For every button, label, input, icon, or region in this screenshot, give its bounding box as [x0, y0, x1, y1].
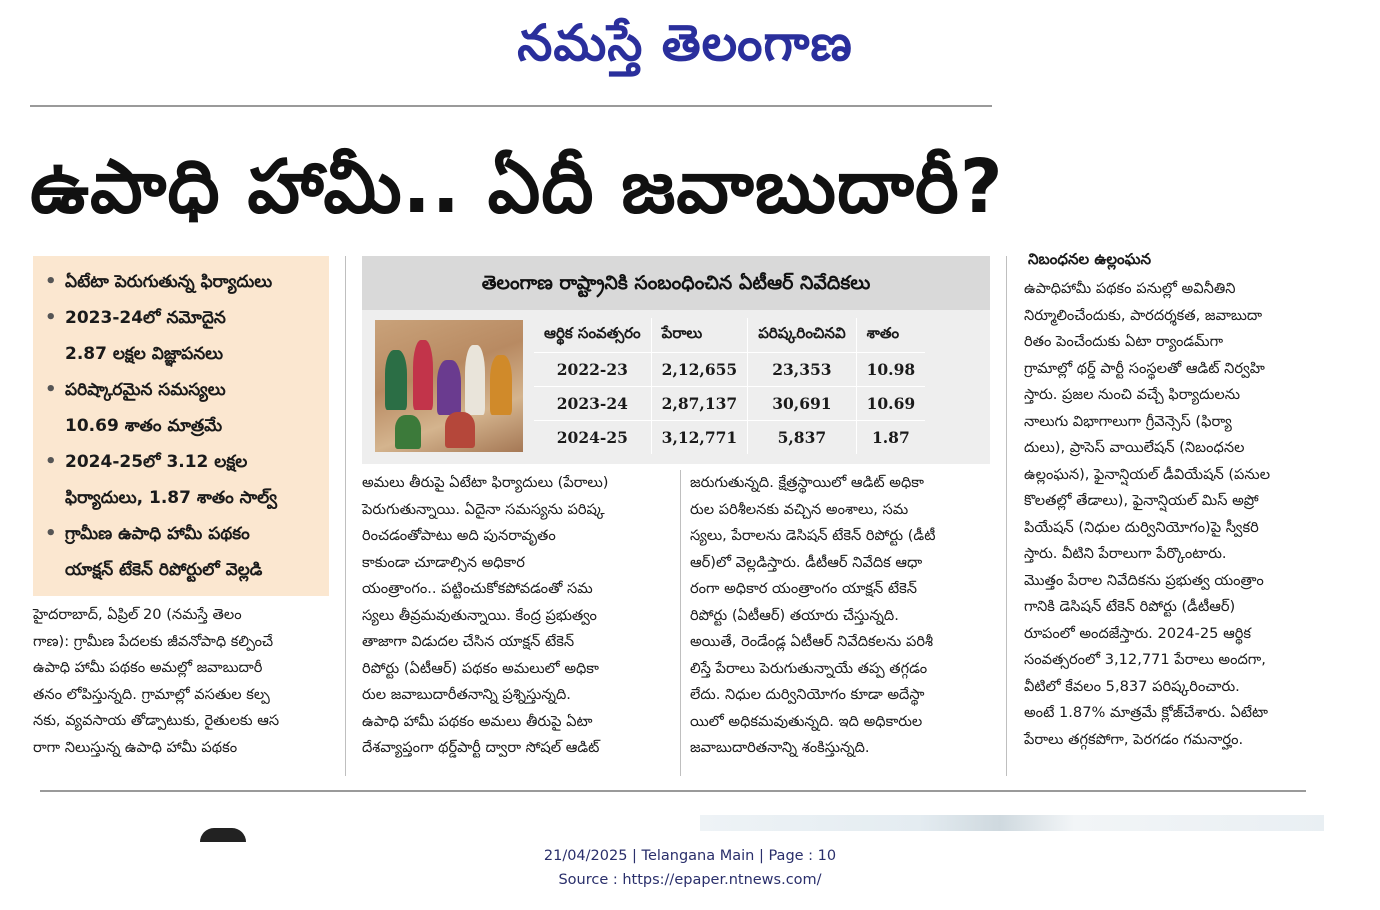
article-line: రుల జవాబుదారీతనాన్ని ప్రశ్నిస్తున్నది. [362, 686, 571, 703]
highlight-line: 2024-25లో 3.12 లక్షల [65, 452, 248, 472]
highlight-line: 10.69 శాతం మాత్రమే [65, 416, 223, 436]
highlight-line: ఫిర్యాదులు, 1.87 శాతం సాల్వ్ [65, 488, 277, 508]
column-divider [1006, 256, 1007, 776]
cell-paras: 2,87,137 [651, 386, 748, 420]
table-title: తెలంగాణ రాష్ట్రానికి సంబంధించిన ఏటీఆర్ నివేదికలు [362, 256, 990, 310]
article-column-4 [1024, 276, 1326, 753]
article-line: దులు), ప్రాసెస్ వాయిలేషన్ (నిబంధనల [1024, 439, 1245, 456]
article-line: యిలో అధికమవుతున్నది. ఇది అధికారుల [690, 712, 923, 730]
highlight-item [45, 516, 319, 588]
article-line: గానికి డెసిషన్ టేకెన్ రిపోర్టు (డీటీఆర్) [1024, 598, 1236, 615]
article-line: రించడంతోపాటు అది పునరావృతం [362, 527, 556, 544]
col-header-year: ఆర్థిక సంవత్సరం [534, 318, 651, 352]
highlight-item [45, 372, 319, 444]
article-line: అమలు తీరుపై ఏటేటా ఫిర్యాదులు (పేరాలు) [362, 474, 609, 491]
atr-table-box [362, 256, 990, 464]
cell-percent: 1.87 [856, 420, 925, 454]
cell-paras: 2,12,655 [651, 352, 748, 386]
headline: ఉపాధి హామీ.. ఏదీ జవాబుదారీ? [30, 144, 1004, 230]
article-line: గ్రామాల్లో థర్డ్ పార్టీ సంస్థలతో ఆడిట్ నిర్వహి [1024, 359, 1265, 377]
article-line: జవాబుదారితనాన్ని శంకిస్తున్నది. [690, 739, 870, 756]
article-line: రుల పరిశీలనకు వచ్చిన అంశాలు, సమ [690, 500, 909, 518]
article-line: రాగా నిలుస్తున్న ఉపాధి హామీ పథకం [33, 738, 238, 756]
article-column-1 [33, 602, 333, 761]
header-rule [30, 105, 992, 107]
article-line: మొత్తం పేరాల నివేదికను ప్రభుత్వ యంత్రాం [1024, 571, 1264, 589]
highlight-line: 2.87 లక్షల విజ్ఞాపనలు [65, 344, 224, 364]
article-line: ఉపాధిహామీ పథకం పనుల్లో అవినీతిని [1024, 280, 1236, 297]
footer-date-line: 21/04/2025 | Telangana Main | Page : 10 [543, 848, 837, 864]
table-row [534, 352, 925, 386]
article-line: రితం పెంచేందుకు ఏటా ర్యాండమ్‌గా [1024, 333, 1224, 350]
bottom-rule [40, 790, 1306, 792]
article-line: ఉపాధి హామీ పథకం అమల్లో జవాబుదారీ [33, 659, 263, 676]
highlight-line: యాక్షన్ టేకెన్ రిపోర్టులో వెల్లడి [65, 560, 263, 580]
article-line: వీటిలో కేవలం 5,837 పరిష్కరించారు. [1024, 677, 1240, 695]
bullet-icon: • [45, 451, 57, 472]
col-header-paras: పేరాలు [651, 318, 748, 352]
column-divider [345, 256, 346, 776]
article-line: కాకుండా చూడాల్సిన అధికార [362, 553, 525, 571]
bullet-icon: • [45, 271, 57, 292]
article-line: తాజాగా విడుదల చేసిన యాక్షన్ టేకెన్ [362, 633, 575, 650]
next-article-image-fragment [200, 828, 246, 842]
workers-photo [375, 320, 523, 452]
article-line: స్తారు. ప్రజల నుంచి వచ్చే ఫిర్యాదులను [1024, 386, 1241, 403]
col-header-resolved: పరిష్కరించినవి [748, 318, 856, 352]
next-article-photo-fragment [700, 815, 1324, 831]
cell-year: 2023-24 [534, 386, 651, 420]
table-row [534, 420, 925, 454]
article-line: ఆర్)లో వెల్లడిస్తారు. డీటీఆర్ నివేదిక ఆధా [690, 553, 923, 571]
article-line: నాలుగు విభాగాలుగా గ్రీవెన్సెస్ (ఫిర్యా [1024, 412, 1232, 430]
highlights-box [33, 256, 329, 596]
article-line: స్యలు తీవ్రమవుతున్నాయి. కేంద్ర ప్రభుత్వం [362, 606, 597, 624]
article-line: అయితే, రెండేండ్ల ఏటీఆర్ నివేదికలను పరిశీ [690, 633, 934, 650]
table-row [534, 386, 925, 420]
article-line: కొలతల్లో తేడాలు), ఫైనాన్షియల్ మిస్ అప్రో [1024, 492, 1259, 509]
article-line: స్తారు. వీటిని పేరాలుగా పేర్కొంటారు. [1024, 545, 1227, 562]
cell-resolved: 5,837 [748, 420, 856, 454]
article-line: లిస్తే పేరాలు పెరుగుతున్నాయే తప్ప తగ్గడం [690, 659, 928, 677]
article-line: దేశవ్యాప్తంగా థర్డ్‌పార్టీ ద్వారా సోషల్ ఆడిట్ [362, 739, 600, 756]
bullet-icon: • [45, 307, 57, 328]
cell-percent: 10.69 [856, 386, 925, 420]
article-line: రంగా అధికార యంత్రాంగం యాక్షన్ టేకెన్ [690, 580, 918, 597]
bullet-icon: • [45, 523, 57, 544]
highlight-line: గ్రామీణ ఉపాధి హామీ పథకం [65, 524, 250, 544]
highlight-item [45, 300, 319, 372]
article-line: తనం లోపిస్తున్నది. గ్రామాల్లో వసతుల కల్ప [33, 685, 270, 703]
cell-resolved: 23,353 [748, 352, 856, 386]
col-header-percent: శాతం [856, 318, 925, 352]
article-line: జరుగుతున్నది. క్షేత్రస్థాయిలో ఆడిట్ అధికా [690, 474, 924, 491]
article-line: రూపంలో అందజేస్తారు. 2024-25 ఆర్థిక [1024, 624, 1251, 642]
highlight-line: పరిష్కారమైన సమస్యలు [65, 380, 226, 400]
column-divider [680, 470, 681, 776]
article-line: గాణ): గ్రామీణ పేదలకు జీవనోపాధి కల్పించే [33, 632, 274, 650]
article-line: అంటే 1.87% మాత్రమే క్లోజ్‌చేశారు. ఏటేటా [1024, 704, 1269, 721]
article-line: లేదు. నిధుల దుర్వినియోగం కూడా అదేస్థా [690, 686, 925, 703]
article-line: నిర్మూలించేందుకు, పారదర్శకత, జవాబుదా [1024, 306, 1263, 324]
masthead-logo: నమస్తే తెలంగాణ [517, 13, 853, 72]
highlight-line: ఏటేటా పెరుగుతున్న ఫిర్యాదులు [65, 272, 273, 292]
bullet-icon: • [45, 379, 57, 400]
section-subheading: నిబంధనల ఉల్లంఘన [1028, 250, 1151, 268]
footer-source-line: Source : https://epaper.ntnews.com/ [558, 872, 822, 888]
article-line: యంత్రాంగం.. పట్టించుకోకపోవడంతో సమ [362, 580, 593, 597]
article-line: స్యలు, పేరాలను డెసిషన్ టేకెన్ రిపోర్టు (డీటీ [690, 527, 936, 544]
article-line: హైదరాబాద్, ఏప్రిల్ 20 (నమస్తే తెలం [33, 606, 242, 623]
article-column-3 [690, 470, 990, 762]
article-line: పెరుగుతున్నాయి. ఏదైనా సమస్యను పరిష్క [362, 500, 605, 518]
cell-percent: 10.98 [856, 352, 925, 386]
cell-year: 2024-25 [534, 420, 651, 454]
cell-year: 2022-23 [534, 352, 651, 386]
highlight-line: 2023-24లో నమోదైన [65, 308, 226, 328]
article-line: సంవత్సరంలో 3,12,771 పేరాలు అందగా, [1024, 651, 1266, 668]
atr-table [534, 318, 925, 454]
article-line: నకు, వ్యవసాయ తోడ్పాటుకు, రైతులకు ఆస [33, 712, 280, 729]
cell-paras: 3,12,771 [651, 420, 748, 454]
article-line: రిపోర్టు (ఏటీఆర్) తయారు చేస్తున్నది. [690, 606, 899, 624]
cell-resolved: 30,691 [748, 386, 856, 420]
article-line: ఉల్లంఘన), ఫైనాన్షియల్ డీవియేషన్ (పనుల [1024, 465, 1271, 483]
article-line: రిపోర్టు (ఏటీఆర్) పథకం అమలులో అధికా [362, 659, 599, 677]
article-line: పేరాలు తగ్గకపోగా, పెరగడం గమనార్హం. [1024, 730, 1244, 748]
article-column-2 [362, 470, 667, 762]
highlight-item [45, 264, 319, 300]
article-line: ఉపాధి హామీ పథకం అమలు తీరుపై ఏటా [362, 712, 593, 730]
article-line: పియేషన్ (నిధుల దుర్వినియోగం)పై స్వీకరి [1024, 518, 1259, 536]
highlight-item [45, 444, 319, 516]
